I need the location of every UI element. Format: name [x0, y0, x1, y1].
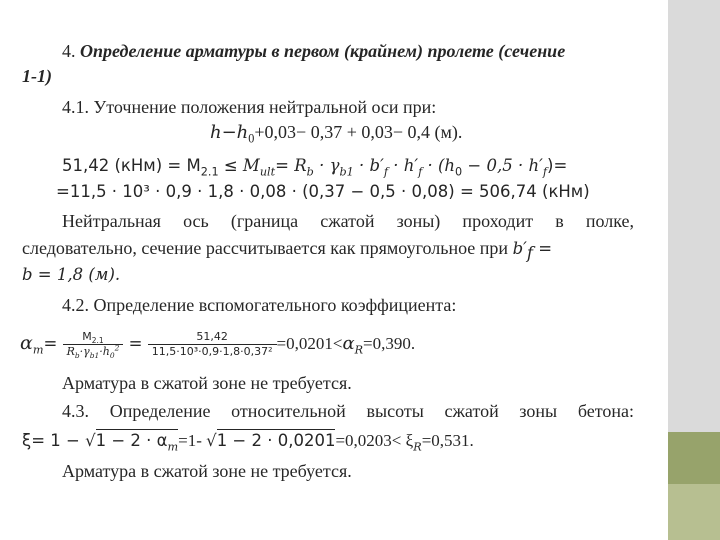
note-compression-zone-2: Арматура в сжатой зоне не требуется.: [62, 461, 352, 481]
moment-equation-line-2: =11,5 · 10³ · 0,9 · 1,8 · 0,08 · (0,37 − 0,5 · 0,08) = 506,74 (кНм): [56, 182, 590, 201]
heading-line-2: 1-1): [22, 66, 52, 86]
sidebar-accent-dark: [668, 432, 720, 484]
conclusion-line-3: b = 1,8 (м).: [22, 265, 121, 284]
alpha-equation: $\alpha_m=$ $\frac{M_{2.1}}{R_b\cdot\gamma_{b1}\cdot h_0^2}$ = $\frac{51,42}{\text{11,5·10³·0,9·1,8·0,37²}}$ $=0,0201<\alpha_R=0,390$.: [20, 330, 416, 361]
conclusion-line-1: Нейтральная ось (граница сжатой зоны) проходит в полке,: [62, 211, 634, 231]
conclusion-line-2: следовательно, сечение рассчитывается как прямоугольное при $b'_f$ =: [22, 238, 553, 263]
sidebar-accent-light: [668, 484, 720, 540]
xi-equation: $\xi= 1 - √1 - 2 \cdot \alpha_m=1-$ $√1 - 2 \cdot 0,0201=0,0203< \xi_R=0,531$.: [22, 431, 474, 454]
section-4-2-label: 4.2. Определение вспомогательного коэффициента:: [62, 295, 457, 315]
section-4-1-label: 4.1. Уточнение положения нейтральной оси при:: [62, 97, 437, 117]
heading-number: 4.: [62, 41, 80, 61]
section-4-3-label: 4.3. Определение относительной высоты сжатой зоны бетона:: [62, 401, 634, 421]
note-compression-zone-1: Арматура в сжатой зоне не требуется.: [62, 373, 352, 393]
section-4-1-condition: $h-h_0+0,03- 0,37 + 0,03- 0,4$ (м).: [210, 122, 463, 146]
heading-title: Определение арматуры в первом (крайнем) пролете (сечение: [80, 41, 566, 61]
alpha-numeric-fraction: $\frac{51,42}{\text{11,5·10³·0,9·1,8·0,37²}}$: [148, 330, 277, 359]
heading-line-1: [62, 40, 565, 62]
alpha-formula-fraction: $\frac{M_{2.1}}{R_b\cdot\gamma_{b1}\cdot h_0^2}$: [63, 330, 124, 359]
sidebar-gap: [652, 0, 668, 540]
moment-equation-line-1: 51,42 $(кНм) = M_{2.1} \le M_{ult}= R_b \cdot \gamma_{b1} \cdot b'_f \cdot h'_f \cdot (h_0 - 0,5 \cdot h'_f)=$: [62, 156, 568, 179]
